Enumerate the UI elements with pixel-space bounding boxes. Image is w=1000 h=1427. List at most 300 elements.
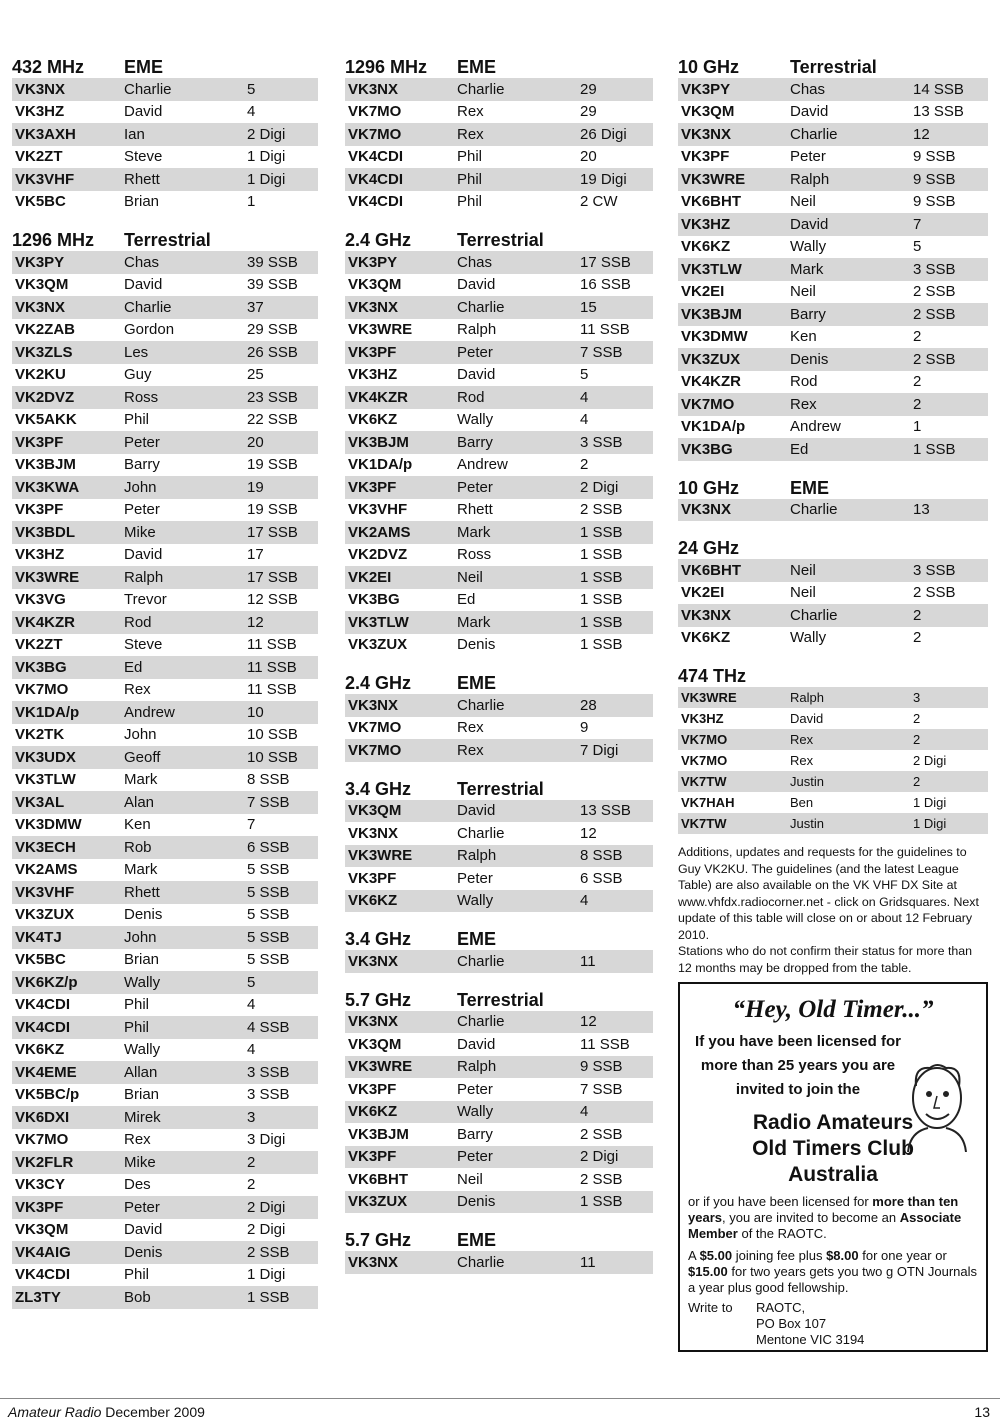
callsign-cell: VK3HZ — [681, 215, 731, 233]
callsign-cell: VK3PY — [681, 80, 731, 98]
table-row — [678, 499, 988, 522]
section-gap — [345, 1213, 653, 1225]
name-cell: Les — [124, 343, 149, 361]
table-row — [12, 499, 318, 522]
name-cell: Peter — [124, 1198, 160, 1216]
table-row — [12, 78, 318, 101]
table-row — [345, 364, 653, 387]
callsign-cell: VK3WRE — [15, 568, 80, 586]
section-gap — [678, 649, 988, 661]
name-cell: Charlie — [457, 696, 505, 714]
band-table — [678, 661, 988, 834]
callsign-cell: VK3BG — [15, 658, 67, 676]
squares-cell: 11 SSB — [247, 636, 297, 654]
table-row — [12, 341, 318, 364]
callsign-cell: VK3BJM — [348, 433, 409, 451]
name-cell: Allan — [124, 1063, 158, 1081]
band-label: 474 THz — [678, 666, 747, 686]
ad-address-line: PO Box 107 — [756, 1316, 827, 1331]
table-row — [345, 101, 653, 124]
name-cell: Wally — [790, 238, 827, 256]
squares-cell: 23 SSB — [247, 388, 298, 406]
squares-cell: 13 SSB — [580, 802, 631, 820]
name-cell: David — [124, 276, 163, 294]
callsign-cell: VK3NX — [348, 298, 399, 316]
name-cell: Rex — [457, 741, 484, 759]
name-cell: Ralph — [790, 170, 830, 188]
squares-cell: 3 SSB — [913, 260, 956, 278]
callsign-cell: VK3AL — [15, 793, 65, 811]
squares-cell: 20 — [247, 433, 264, 451]
squares-cell: 2 — [913, 328, 922, 346]
name-cell: Rhett — [457, 501, 493, 519]
name-cell: David — [124, 546, 163, 564]
squares-cell: 1 Digi — [913, 816, 947, 831]
name-cell: Ed — [457, 591, 476, 609]
callsign-cell: VK3HZ — [348, 366, 398, 384]
callsign-cell: VK3PF — [348, 869, 397, 887]
squares-cell: 9 SSB — [580, 1058, 623, 1076]
table-row — [678, 78, 988, 101]
table-row — [345, 454, 653, 477]
section-gap — [345, 213, 653, 225]
callsign-cell: VK3QM — [348, 276, 402, 294]
squares-cell: 2 Digi — [580, 1148, 619, 1166]
name-cell: Ralph — [124, 568, 164, 586]
name-cell: Rex — [457, 125, 484, 143]
callsign-cell: VK4CDI — [15, 1266, 71, 1284]
ad-club-line-2: Old Timers Club — [752, 1137, 914, 1160]
table-row — [678, 213, 988, 236]
name-cell: Ken — [790, 328, 817, 346]
squares-cell: 13 SSB — [913, 103, 964, 121]
table-row — [345, 386, 653, 409]
name-cell: Barry — [124, 456, 160, 474]
name-cell: Charlie — [457, 1253, 505, 1271]
ad-text: A — [688, 1248, 700, 1263]
callsign-cell: VK3NX — [348, 952, 399, 970]
table-row — [12, 409, 318, 432]
band-header — [678, 533, 988, 559]
name-cell: David — [124, 103, 163, 121]
squares-cell: 9 — [580, 719, 589, 737]
squares-cell: 9 SSB — [913, 148, 956, 166]
name-cell: Mark — [457, 523, 491, 541]
name-cell: Ken — [124, 816, 151, 834]
band-label: 5.7 GHz — [345, 989, 412, 1010]
column-3 — [678, 52, 988, 1352]
column-2 — [345, 52, 653, 1274]
squares-cell: 14 SSB — [913, 80, 964, 98]
squares-cell: 26 SSB — [247, 343, 298, 361]
squares-cell: 3 SSB — [580, 433, 623, 451]
squares-cell: 2 Digi — [247, 125, 286, 143]
name-cell: Des — [124, 1176, 151, 1194]
callsign-cell: VK3ZUX — [15, 906, 75, 924]
callsign-cell: VK3PY — [348, 253, 398, 271]
callsign-cell: VK3UDX — [15, 748, 76, 766]
table-row — [12, 146, 318, 169]
table-row — [12, 566, 318, 589]
table-row — [345, 476, 653, 499]
squares-cell: 2 SSB — [913, 305, 956, 323]
callsign-cell: VK3HZ — [15, 546, 65, 564]
callsign-cell: VK3PF — [348, 478, 397, 496]
callsign-cell: VK3ZUX — [348, 1193, 408, 1211]
table-row — [678, 729, 988, 750]
section-gap — [345, 656, 653, 668]
footer-page-number: 13 — [974, 1404, 990, 1420]
band-header — [678, 473, 988, 499]
table-row — [678, 687, 988, 708]
squares-cell: 1 SSB — [580, 546, 623, 564]
callsign-cell: VK4TJ — [15, 928, 62, 946]
band-table — [345, 985, 653, 1214]
table-row — [12, 1174, 318, 1197]
name-cell: Mark — [124, 861, 158, 879]
squares-cell: 2 Digi — [913, 753, 947, 768]
callsign-cell: VK7TW — [681, 816, 727, 831]
name-cell: Rod — [457, 388, 485, 406]
table-row — [12, 791, 318, 814]
squares-cell: 5 SSB — [247, 906, 290, 924]
squares-cell: 7 — [913, 215, 922, 233]
table-row — [345, 1056, 653, 1079]
name-cell: Rex — [790, 395, 817, 413]
name-cell: Neil — [790, 283, 816, 301]
callsign-cell: VK7MO — [348, 741, 402, 759]
name-cell: Denis — [457, 636, 496, 654]
callsign-cell: VK3WRE — [681, 690, 737, 705]
name-cell: Denis — [790, 350, 829, 368]
table-row — [12, 859, 318, 882]
name-cell: Mark — [457, 613, 491, 631]
squares-cell: 2 Digi — [247, 1198, 286, 1216]
table-row — [678, 559, 988, 582]
squares-cell: 1 Digi — [247, 1266, 286, 1284]
squares-cell: 2 — [913, 711, 921, 726]
name-cell: Steve — [124, 636, 163, 654]
ad-text: , you are invited to become an — [721, 1210, 900, 1225]
callsign-cell: VK3BJM — [348, 1125, 409, 1143]
band-label: 3.4 GHz — [345, 778, 412, 799]
name-cell: David — [790, 103, 829, 121]
name-cell: Peter — [124, 433, 160, 451]
name-cell: Charlie — [790, 606, 838, 624]
name-cell: Gordon — [124, 321, 175, 339]
squares-cell: 2 — [247, 1153, 256, 1171]
name-cell: Charlie — [457, 952, 505, 970]
name-cell: Barry — [457, 1125, 493, 1143]
squares-cell: 19 — [247, 478, 264, 496]
squares-cell: 2 SSB — [913, 584, 956, 602]
section-gap — [678, 521, 988, 533]
name-cell: Chas — [457, 253, 493, 271]
callsign-cell: VK6KZ — [15, 1041, 65, 1059]
mode-label: Terrestrial — [457, 778, 544, 799]
squares-cell: 1 SSB — [913, 440, 956, 458]
callsign-cell: VK2DVZ — [15, 388, 75, 406]
callsign-cell: VK5BC — [15, 951, 66, 969]
callsign-cell: VK4CDI — [15, 996, 71, 1014]
mode-label: Terrestrial — [790, 57, 877, 77]
callsign-cell: VK3PF — [15, 433, 64, 451]
name-cell: Charlie — [790, 501, 838, 519]
name-cell: Peter — [457, 478, 493, 496]
ad-text: for two years gets you two g OTN Journals a year plus good fellowship. — [688, 1264, 978, 1295]
band-label: 2.4 GHz — [345, 230, 412, 250]
table-row — [345, 845, 653, 868]
band-header — [345, 1225, 653, 1251]
table-row — [345, 544, 653, 567]
table-row — [12, 971, 318, 994]
name-cell: Justin — [790, 816, 824, 831]
callsign-cell: VK4AIG — [15, 1243, 71, 1261]
squares-cell: 22 SSB — [247, 411, 298, 429]
name-cell: Wally — [124, 973, 161, 991]
callsign-cell: VK6KZ — [681, 629, 731, 647]
squares-cell: 17 — [247, 546, 264, 564]
mode-label: EME — [790, 477, 830, 498]
squares-cell: 6 SSB — [580, 869, 623, 887]
band-header — [345, 225, 653, 251]
table-row — [345, 1251, 653, 1274]
table-row — [678, 326, 988, 349]
band-table — [345, 774, 653, 913]
table-row — [12, 1061, 318, 1084]
name-cell: John — [124, 928, 157, 946]
callsign-cell: VK3ZUX — [681, 350, 741, 368]
callsign-cell: VK3BG — [681, 440, 733, 458]
table-row — [678, 604, 988, 627]
ad-text-bold: more than ten years — [688, 1194, 959, 1225]
squares-cell: 3 SSB — [913, 561, 956, 579]
section-gap — [12, 213, 318, 225]
ad-address — [688, 1300, 978, 1348]
table-row — [678, 303, 988, 326]
squares-cell: 2 — [247, 1176, 256, 1194]
table-row — [12, 386, 318, 409]
callsign-cell: VK3PF — [348, 343, 397, 361]
squares-cell: 5 SSB — [247, 951, 290, 969]
squares-cell: 3 Digi — [247, 1131, 286, 1149]
table-row — [345, 274, 653, 297]
callsign-cell: VK4KZR — [681, 373, 742, 391]
section-gap — [345, 912, 653, 924]
squares-cell: 2 — [913, 373, 922, 391]
table-row — [345, 950, 653, 973]
squares-cell: 2 — [913, 732, 921, 747]
squares-cell: 1 SSB — [580, 523, 623, 541]
callsign-cell: VK2DVZ — [348, 546, 408, 564]
band-label: 3.4 GHz — [345, 929, 412, 949]
table-row — [678, 101, 988, 124]
ad-text: for one year or — [858, 1248, 947, 1263]
name-cell: Peter — [457, 869, 493, 887]
squares-cell: 12 SSB — [247, 591, 298, 609]
section-gap — [678, 461, 988, 473]
squares-cell: 19 SSB — [247, 501, 298, 519]
callsign-cell: VK4KZR — [348, 388, 409, 406]
squares-cell: 20 — [580, 148, 597, 166]
squares-cell: 13 — [913, 501, 930, 519]
callsign-cell: VK3VHF — [15, 883, 75, 901]
squares-cell: 5 SSB — [247, 928, 290, 946]
table-row — [12, 949, 318, 972]
callsign-cell: VK6BHT — [681, 193, 742, 211]
squares-cell: 4 — [580, 388, 589, 406]
name-cell: Neil — [457, 1170, 483, 1188]
squares-cell: 1 SSB — [580, 613, 623, 631]
name-cell: Mike — [124, 523, 156, 541]
squares-cell: 2 — [913, 395, 922, 413]
old-timer-portrait-illustration — [896, 1056, 978, 1152]
table-row — [345, 739, 653, 762]
band-header — [12, 52, 318, 78]
band-table — [345, 924, 653, 973]
callsign-cell: VK2AMS — [15, 861, 78, 879]
footer-publication — [8, 1404, 205, 1420]
column-1 — [12, 52, 318, 1309]
name-cell: Brian — [124, 951, 160, 969]
squares-cell: 5 SSB — [247, 883, 290, 901]
squares-cell: 2 — [580, 456, 589, 474]
name-cell: Mirek — [124, 1108, 161, 1126]
name-cell: David — [790, 711, 824, 726]
name-cell: John — [124, 478, 157, 496]
squares-cell: 16 SSB — [580, 276, 631, 294]
squares-cell: 17 SSB — [247, 568, 298, 586]
callsign-cell: VK2EI — [681, 584, 725, 602]
name-cell: Rex — [790, 732, 814, 747]
table-row — [12, 1106, 318, 1129]
table-row — [12, 589, 318, 612]
name-cell: Ross — [457, 546, 492, 564]
squares-cell: 29 — [580, 103, 597, 121]
table-row — [678, 258, 988, 281]
section-gap — [345, 762, 653, 774]
name-cell: Rhett — [124, 170, 160, 188]
squares-cell: 1 Digi — [247, 170, 286, 188]
squares-cell: 19 Digi — [580, 170, 627, 188]
squares-cell: 2 SSB — [580, 501, 623, 519]
callsign-cell: VK3WRE — [681, 170, 746, 188]
squares-cell: 4 — [247, 996, 256, 1014]
callsign-cell: VK4CDI — [348, 193, 404, 211]
table-row — [345, 822, 653, 845]
ad-text-bold: $15.00 — [688, 1264, 728, 1279]
mode-label: EME — [457, 1230, 497, 1250]
table-row — [12, 454, 318, 477]
callsign-cell: VK2EI — [348, 568, 392, 586]
squares-cell: 7 SSB — [580, 343, 623, 361]
footer-divider — [0, 1398, 1000, 1399]
name-cell: Rhett — [124, 883, 160, 901]
name-cell: Andrew — [457, 456, 508, 474]
table-row — [345, 296, 653, 319]
callsign-cell: VK3PF — [15, 501, 64, 519]
callsign-cell: VK3PF — [348, 1080, 397, 1098]
name-cell: Ed — [790, 440, 809, 458]
callsign-cell: VK3BJM — [681, 305, 742, 323]
table-row — [678, 168, 988, 191]
squares-cell: 4 — [580, 411, 589, 429]
callsign-cell: VK7MO — [348, 103, 402, 121]
callsign-cell: VK3QM — [348, 1035, 402, 1053]
name-cell: Peter — [457, 1148, 493, 1166]
squares-cell: 3 — [913, 690, 921, 705]
callsign-cell: VK3TLW — [15, 771, 76, 789]
callsign-cell: VK6KZ — [348, 411, 398, 429]
squares-cell: 3 SSB — [247, 1086, 290, 1104]
callsign-cell: VK3BDL — [15, 523, 76, 541]
band-table — [678, 533, 988, 649]
name-cell: Neil — [790, 584, 816, 602]
name-cell: Neil — [457, 568, 483, 586]
squares-cell: 12 — [580, 824, 597, 842]
callsign-cell: VK5AKK — [15, 411, 77, 429]
band-header — [678, 52, 988, 78]
name-cell: Wally — [457, 1103, 494, 1121]
squares-cell: 1 SSB — [580, 591, 623, 609]
callsign-cell: VK3PF — [348, 1148, 397, 1166]
name-cell: Denis — [124, 906, 163, 924]
table-row — [345, 319, 653, 342]
name-cell: Phil — [124, 996, 150, 1014]
table-row — [345, 1146, 653, 1169]
table-row — [345, 431, 653, 454]
squares-cell: 15 — [580, 298, 597, 316]
name-cell: Bob — [124, 1288, 151, 1306]
band-label: 10 GHz — [678, 57, 740, 77]
table-row — [345, 800, 653, 823]
name-cell: David — [457, 802, 496, 820]
band-table — [12, 225, 318, 1309]
table-row — [345, 634, 653, 657]
squares-cell: 28 — [580, 696, 597, 714]
table-row — [678, 438, 988, 461]
table-row — [345, 191, 653, 214]
ad-text-bold: $8.00 — [826, 1248, 859, 1263]
callsign-cell: VK6BHT — [348, 1170, 409, 1188]
callsign-cell: VK6KZ — [348, 892, 398, 910]
squares-cell: 8 SSB — [580, 847, 623, 865]
table-row — [12, 634, 318, 657]
table-row — [345, 168, 653, 191]
callsign-cell: VK1DA/p — [348, 456, 413, 474]
name-cell: Ed — [124, 658, 143, 676]
callsign-cell: VK3KWA — [15, 478, 80, 496]
squares-cell: 1 Digi — [247, 148, 286, 166]
squares-cell: 10 SSB — [247, 748, 298, 766]
callsign-cell: VK3DMW — [681, 328, 748, 346]
name-cell: Barry — [790, 305, 826, 323]
table-row — [345, 409, 653, 432]
squares-cell: 4 — [580, 1103, 589, 1121]
squares-cell: 4 — [247, 103, 256, 121]
table-row — [345, 694, 653, 717]
footer-issue: December 2009 — [105, 1404, 205, 1420]
mode-label: EME — [457, 57, 497, 77]
table-row — [12, 701, 318, 724]
squares-cell: 1 SSB — [247, 1288, 290, 1306]
table-row — [12, 168, 318, 191]
callsign-cell: VK3QM — [15, 1221, 69, 1239]
name-cell: Mike — [124, 1153, 156, 1171]
callsign-cell: VK3VHF — [348, 501, 408, 519]
name-cell: David — [457, 366, 496, 384]
band-table — [345, 1225, 653, 1274]
